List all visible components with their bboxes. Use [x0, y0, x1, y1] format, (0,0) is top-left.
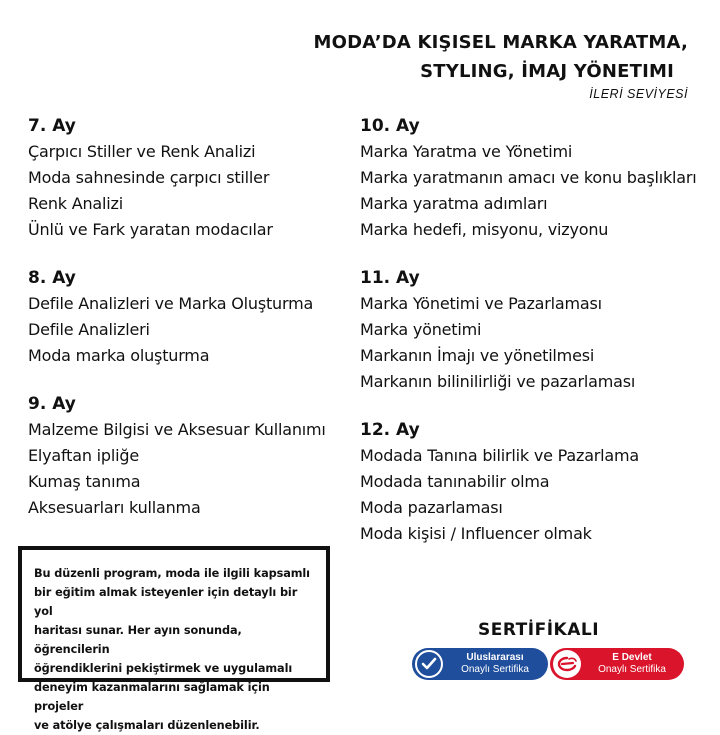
month-title: 10. Ay	[360, 116, 420, 136]
month-item: Markanın bilinilirliği ve pazarlaması	[360, 372, 636, 391]
month-item: Marka Yaratma ve Yönetimi	[360, 142, 573, 161]
month-block-7	[28, 113, 326, 243]
month-item: Modada Tanına bilirlik ve Pazarlama	[360, 446, 640, 465]
month-item: Moda marka oluşturma	[28, 346, 210, 365]
right-column	[360, 113, 697, 569]
month-item: Renk Analizi	[28, 194, 123, 213]
month-block-9	[28, 391, 326, 521]
info-line: ve atölye çalışmaları düzenlenebilir.	[34, 719, 260, 732]
month-block-12	[360, 417, 697, 547]
month-item: Moda pazarlaması	[360, 498, 503, 517]
month-item: Malzeme Bilgisi ve Aksesuar Kullanımı	[28, 420, 326, 439]
month-item: Markanın İmajı ve yönetilmesi	[360, 346, 595, 365]
month-item: Moda sahnesinde çarpıcı stiller	[28, 168, 270, 187]
edevlet-certificate-badge	[550, 648, 684, 680]
month-item: Moda kişisi / Influencer olmak	[360, 524, 592, 543]
month-title: 7. Ay	[28, 116, 76, 136]
badge-line-2: Onaylı Sertifika	[598, 664, 666, 675]
badge-text	[450, 652, 548, 676]
month-block-11	[360, 265, 697, 395]
info-line: haritası sunar. Her ayın sonunda, öğrencilerin	[34, 624, 242, 656]
month-item: Marka Yönetimi ve Pazarlaması	[360, 294, 602, 313]
badge-line-2: Onaylı Sertifika	[461, 664, 529, 675]
check-icon	[415, 650, 443, 678]
month-item: Kumaş tanıma	[28, 472, 141, 491]
month-item: Aksesuarları kullanma	[28, 498, 201, 517]
title-line-1: MODA’DA KIŞISEL MARKA YARATMA,	[313, 32, 688, 53]
program-info-box	[18, 546, 330, 732]
month-item: Ünlü ve Fark yaratan modacılar	[28, 220, 273, 239]
month-item: Defile Analizleri ve Marka Oluşturma	[28, 294, 314, 313]
info-line: deneyim kazanmalarını sağlamak için projeler	[34, 681, 270, 713]
level-label: İLERİ SEVİYESİ	[589, 87, 688, 101]
info-line: bir eğitim almak isteyenler için detaylı bir yol	[34, 586, 298, 618]
month-block-8	[28, 265, 326, 369]
month-title: 11. Ay	[360, 268, 420, 288]
badge-text	[588, 652, 684, 676]
month-item: Modada tanınabilir olma	[360, 472, 550, 491]
month-title: 8. Ay	[28, 268, 76, 288]
month-item: Marka yaratma adımları	[360, 194, 548, 213]
badge-line-1: Uluslararası	[466, 652, 524, 663]
page-title	[314, 28, 689, 86]
month-item: Defile Analizleri	[28, 320, 150, 339]
edevlet-logo-icon	[553, 650, 581, 678]
info-line: öğrendiklerini pekiştirmek ve uygulamalı	[34, 662, 293, 675]
international-certificate-badge	[412, 648, 548, 680]
certificate-title: SERTİFİKALI	[478, 620, 600, 640]
month-item: Marka yönetimi	[360, 320, 482, 339]
info-line: Bu düzenli program, moda ile ilgili kapsamlı	[34, 567, 310, 580]
month-block-10	[360, 113, 697, 243]
month-title: 12. Ay	[360, 420, 420, 440]
month-item: Çarpıcı Stiller ve Renk Analizi	[28, 142, 256, 161]
month-item: Elyaftan ipliğe	[28, 446, 139, 465]
month-item: Marka hedefi, misyonu, vizyonu	[360, 220, 609, 239]
badge-line-1: E Devlet	[612, 652, 652, 663]
title-line-2: STYLING, İMAJ YÖNETIMI	[420, 61, 674, 82]
month-title: 9. Ay	[28, 394, 76, 414]
left-column	[28, 113, 326, 543]
month-item: Marka yaratmanın amacı ve konu başlıkları	[360, 168, 697, 187]
